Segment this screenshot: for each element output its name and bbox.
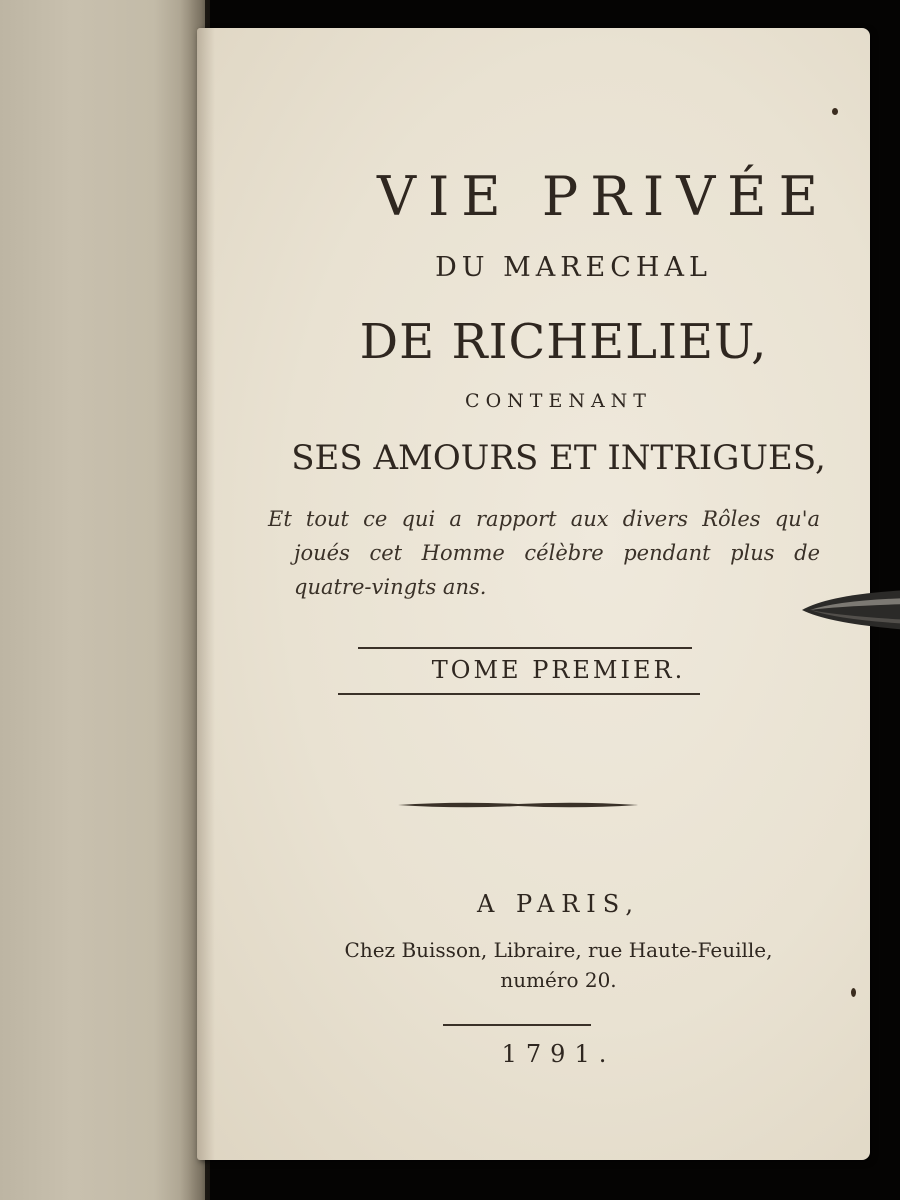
publication-year: 1791. <box>501 1040 616 1068</box>
facing-blank-page <box>0 0 205 1200</box>
rule-below-volume <box>338 693 700 695</box>
description-line-2: joués cet Homme célèbre pendant plus de <box>294 541 820 565</box>
description-line-1: Et tout ce qui a rapport aux divers Rôles qu'a <box>268 507 820 531</box>
imprint-publisher: Chez Buisson, Libraire, rue Haute-Feuille, <box>344 938 773 962</box>
rule-above-volume <box>358 647 692 649</box>
imprint-address-number: numéro 20. <box>500 968 617 992</box>
book-title: VIE PRIVÉE <box>376 165 831 228</box>
subtitle-line-1: DU MARECHAL <box>435 252 712 283</box>
imprint-place: A PARIS, <box>476 890 640 918</box>
rule-above-year <box>443 1024 591 1026</box>
subtitle-line-4: SES AMOURS ET INTRIGUES, <box>291 438 826 478</box>
description <box>260 502 820 604</box>
ornamental-rule <box>398 800 638 810</box>
subtitle-line-2: DE RICHELIEU, <box>359 314 768 370</box>
volume-label: TOME PREMIER. <box>431 656 686 684</box>
description-line-3: quatre-vingts ans. <box>294 575 487 599</box>
pen-nib-icon <box>800 586 900 634</box>
foxing-spot <box>832 108 838 115</box>
subtitle-line-3: CONTENANT <box>465 390 652 412</box>
